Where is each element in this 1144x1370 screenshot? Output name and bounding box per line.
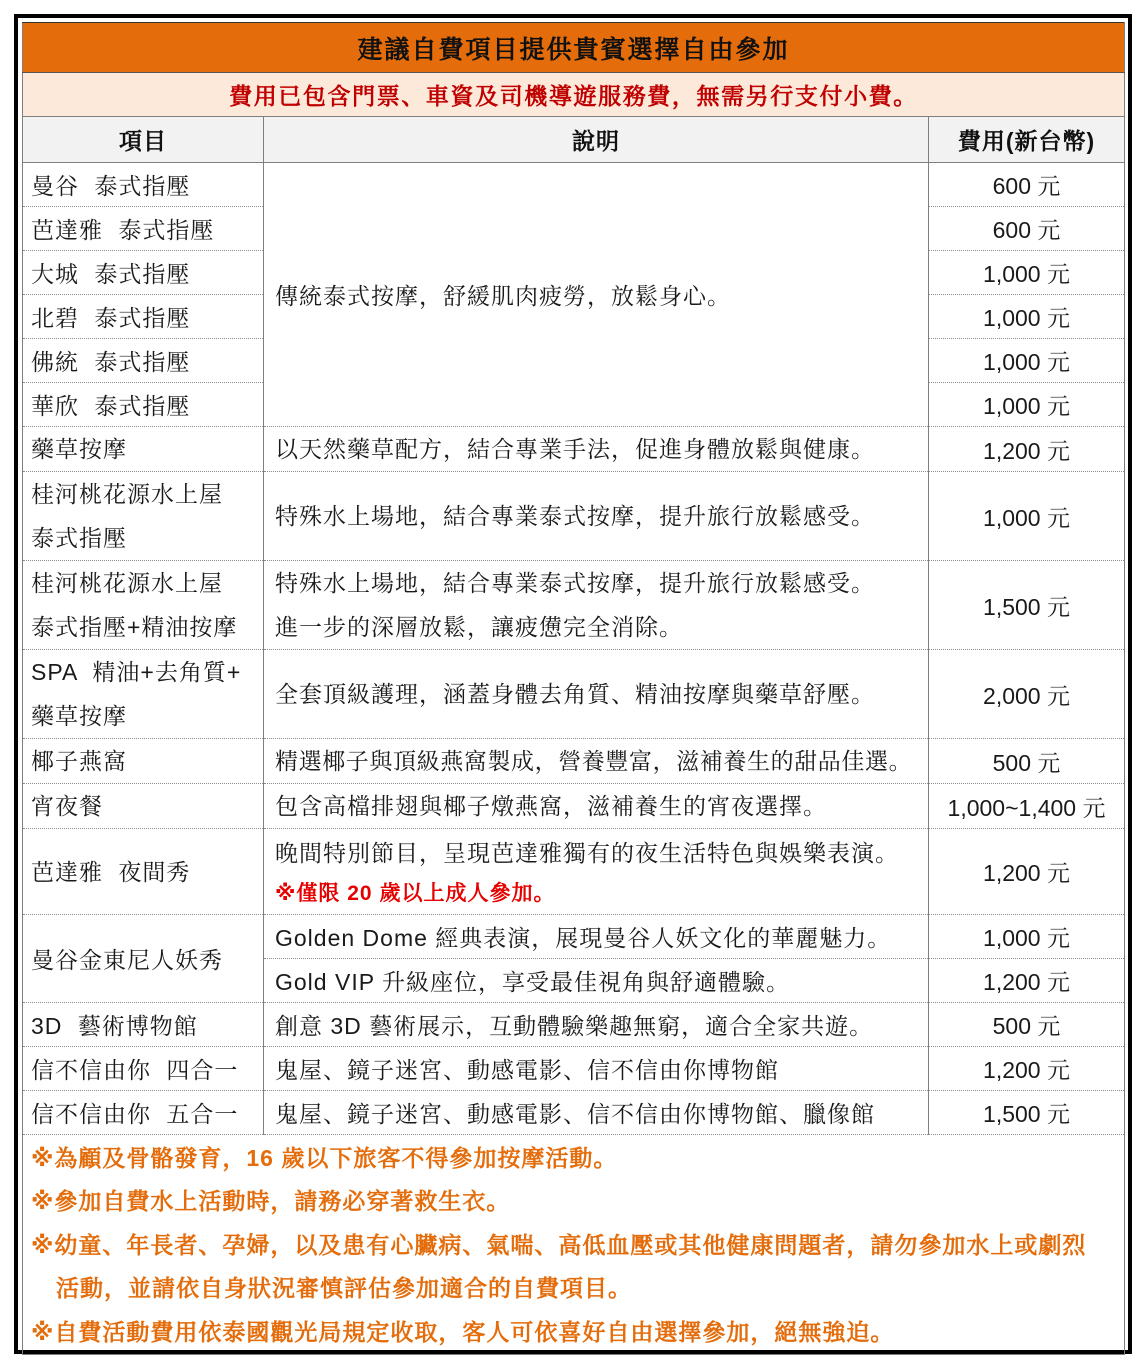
description-cell: 鬼屋、鏡子迷宮、動感電影、信不信由你博物館、臘像館 — [264, 1091, 929, 1135]
table-row — [23, 1047, 1125, 1091]
item-cell — [23, 739, 264, 784]
price-cell: 1,000 元 — [929, 251, 1125, 295]
description-cell: 傳統泰式按摩，舒緩肌肉疲勞，放鬆身心。 — [264, 163, 929, 427]
item-cell: 信不信由你 四合一 — [23, 1047, 264, 1091]
item-cell: 芭達雅 泰式指壓 — [23, 207, 264, 251]
price-cell: 1,200 元 — [929, 959, 1125, 1003]
item-line: 泰式指壓 — [31, 525, 127, 551]
notes-row — [23, 1135, 1125, 1355]
description-cell: Gold VIP 升級座位，享受最佳視角與舒適體驗。 — [264, 959, 929, 1003]
item-cell: 3D 藝術博物館 — [23, 1003, 264, 1047]
description-line: 特殊水上場地，結合專業泰式按摩，提升旅行放鬆感受。 — [275, 503, 875, 529]
price-cell: 600 元 — [929, 163, 1125, 207]
item-line: 藥草按摩 — [31, 436, 127, 462]
price-cell: 1,200 元 — [929, 829, 1125, 915]
item-line: 藥草按摩 — [31, 703, 127, 729]
table-row — [23, 472, 1125, 561]
description-cell — [264, 784, 929, 829]
note-line-continuation: 活動，並請依自身狀況審慎評估參加適合的自費項目。 — [56, 1275, 632, 1302]
table-row — [23, 427, 1125, 472]
document-frame — [14, 14, 1132, 1354]
price-cell: 500 元 — [929, 1003, 1125, 1047]
item-cell — [23, 784, 264, 829]
description-line: 進一步的深層放鬆，讓疲憊完全消除。 — [275, 614, 683, 640]
item-line: 桂河桃花源水上屋 — [31, 570, 223, 596]
description-cell: 創意 3D 藝術展示，互動體驗樂趣無窮，適合全家共遊。 — [264, 1003, 929, 1047]
note-line: ※幼童、年長者、孕婦，以及患有心臟病、氣喘、高低血壓或其他健康問題者，請勿參加水上或劇烈 — [31, 1231, 1087, 1258]
notes-section — [23, 1135, 1125, 1355]
optional-activities-table — [22, 22, 1125, 1355]
column-header-item: 項目 — [23, 117, 264, 163]
price-cell: 1,200 元 — [929, 1047, 1125, 1091]
item-cell — [23, 472, 264, 561]
item-cell: 華欣 泰式指壓 — [23, 383, 264, 427]
subtitle-row — [23, 73, 1125, 117]
table-row — [23, 1091, 1125, 1135]
fee-inclusion-notice: 費用已包含門票、車資及司機導遊服務費，無需另行支付小費。 — [23, 73, 1125, 117]
description-cell: 鬼屋、鏡子迷宮、動感電影、信不信由你博物館 — [264, 1047, 929, 1091]
price-cell: 1,000 元 — [929, 472, 1125, 561]
price-cell: 500 元 — [929, 739, 1125, 784]
description-cell: Golden Dome 經典表演，展現曼谷人妖文化的華麗魅力。 — [264, 915, 929, 959]
table-row — [23, 163, 1125, 207]
note-line: ※自費活動費用依泰國觀光局規定收取，客人可依喜好自由選擇參加，絕無強迫。 — [31, 1318, 895, 1345]
price-cell: 1,000 元 — [929, 339, 1125, 383]
description-cell — [264, 650, 929, 739]
table-row — [23, 561, 1125, 650]
item-cell — [23, 561, 264, 650]
price-cell: 1,000~1,400 元 — [929, 784, 1125, 829]
description-line: 精選椰子與頂級燕窩製成，營養豐富，滋補養生的甜品佳選。 — [275, 748, 913, 774]
description-cell — [264, 427, 929, 472]
price-cell: 1,200 元 — [929, 427, 1125, 472]
item-line: 芭達雅 夜間秀 — [31, 858, 191, 885]
price-cell: 1,500 元 — [929, 1091, 1125, 1135]
title-row — [23, 23, 1125, 73]
description-line: 特殊水上場地，結合專業泰式按摩，提升旅行放鬆感受。 — [275, 570, 875, 596]
description-line: 包含高檔排翅與椰子燉燕窩，滋補養生的宵夜選擇。 — [275, 793, 827, 819]
item-cell: 曼谷金東尼人妖秀 — [23, 915, 264, 1003]
description-cell — [264, 561, 929, 650]
note-line: ※參加自費水上活動時，請務必穿著救生衣。 — [31, 1188, 511, 1215]
item-line: 宵夜餐 — [31, 793, 103, 819]
price-cell: 2,000 元 — [929, 650, 1125, 739]
description-cell — [264, 739, 929, 784]
item-cell — [23, 650, 264, 739]
item-line: 泰式指壓+精油按摩 — [31, 614, 238, 640]
description-cell — [264, 472, 929, 561]
item-line: SPA 精油+去角質+ — [31, 659, 242, 685]
table-row — [23, 915, 1125, 959]
age-restriction-note: ※僅限 20 歲以上成人參加。 — [275, 881, 556, 905]
table-row — [23, 650, 1125, 739]
item-cell: 信不信由你 五合一 — [23, 1091, 264, 1135]
item-cell — [23, 427, 264, 472]
table-row — [23, 739, 1125, 784]
description-line: 以天然藥草配方，結合專業手法，促進身體放鬆與健康。 — [275, 436, 875, 462]
column-header-description: 說明 — [264, 117, 929, 163]
column-header-price: 費用(新台幣) — [929, 117, 1125, 163]
item-cell — [23, 829, 264, 915]
price-cell: 1,000 元 — [929, 383, 1125, 427]
price-cell: 1,000 元 — [929, 295, 1125, 339]
note-line: ※為顧及骨骼發育，16 歲以下旅客不得參加按摩活動。 — [31, 1145, 618, 1171]
item-line: 椰子燕窩 — [31, 748, 127, 774]
item-cell: 北碧 泰式指壓 — [23, 295, 264, 339]
table-title: 建議自費項目提供貴賓選擇自由參加 — [23, 23, 1125, 73]
item-line: 桂河桃花源水上屋 — [31, 481, 223, 507]
table-row — [23, 1003, 1125, 1047]
price-cell: 600 元 — [929, 207, 1125, 251]
description-line: 全套頂級護理，涵蓋身體去角質、精油按摩與藥草舒壓。 — [275, 681, 875, 707]
description-line: 晚間特別節目，呈現芭達雅獨有的夜生活特色與娛樂表演。 — [275, 839, 899, 866]
table-row — [23, 784, 1125, 829]
price-cell: 1,000 元 — [929, 915, 1125, 959]
header-row — [23, 117, 1125, 163]
description-cell — [264, 829, 929, 915]
price-cell: 1,500 元 — [929, 561, 1125, 650]
item-cell: 大城 泰式指壓 — [23, 251, 264, 295]
item-cell: 曼谷 泰式指壓 — [23, 163, 264, 207]
item-cell: 佛統 泰式指壓 — [23, 339, 264, 383]
table-row — [23, 829, 1125, 915]
